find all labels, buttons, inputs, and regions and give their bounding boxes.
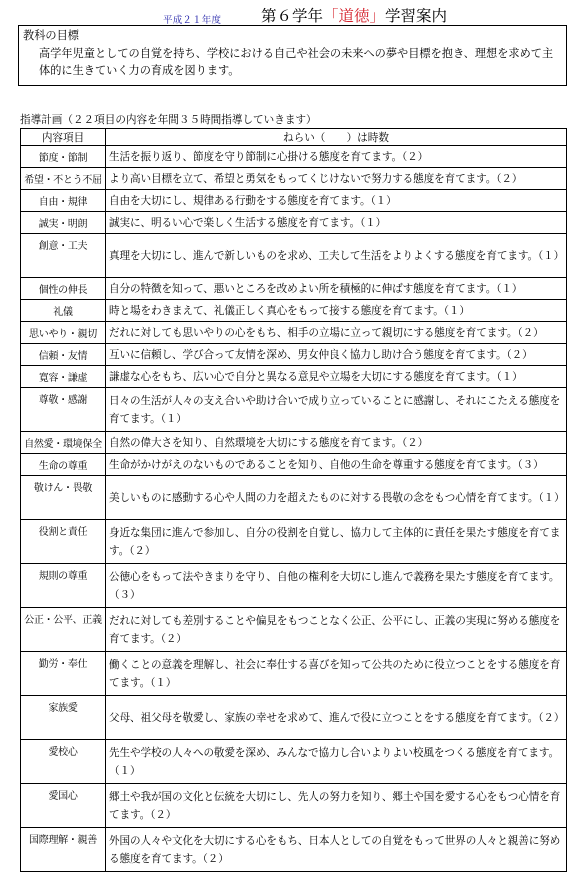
- aim-cell: [106, 784, 567, 828]
- aim-text: 誠実に、明るい心で楽しく生活する態度を育てます。（１）: [109, 216, 387, 229]
- content-item-cell: 礼儀: [21, 300, 106, 322]
- plan-caption: 指導計画（２２項目の内容を年間３５時間指導していきます）: [20, 114, 317, 126]
- column-header-item: 内容項目: [21, 129, 106, 146]
- aim-cell: [106, 322, 567, 344]
- aim-cell: [106, 608, 567, 652]
- content-item-cell: 自由・規律: [21, 190, 106, 212]
- aim-cell: [106, 828, 567, 872]
- table-header-row: [21, 129, 567, 146]
- aim-cell: [106, 696, 567, 740]
- aim-text: 先生や学校の人々への敬愛を深め、みんなで協力し合いよりよい校風をつくる態度を育てます。（１）: [109, 746, 559, 777]
- document-header: [0, 4, 588, 24]
- aim-cell: [106, 520, 567, 564]
- aim-text: 生活を振り返り、節度を守り節制に心掛ける態度を育てます。（２）: [109, 150, 429, 163]
- table-row: [21, 696, 567, 740]
- aim-text: 公徳心をもって法やきまりを守り、自他の権利を大切にし進んで義務を果たす態度を育てます。（３）: [109, 570, 560, 601]
- aim-cell: [106, 454, 567, 476]
- aim-cell: [106, 344, 567, 366]
- content-item-cell: 規則の尊重: [21, 564, 106, 608]
- aim-text: だれに対しても差別することや偏見をもつことなく公正、公平にし、正義の実現に努める態度を育てます。（２）: [109, 614, 561, 645]
- aim-cell: [106, 652, 567, 696]
- aim-text: 互いに信頼し、学び合って友情を深め、男女仲良く協力し助け合う態度を育てます。（２）: [109, 348, 533, 361]
- aim-text: 自然の偉大さを知り、自然環境を大切にする態度を育てます。（２）: [109, 436, 429, 449]
- table-row: [21, 608, 567, 652]
- column-header-aim: ねらい（ ）は時数: [106, 129, 567, 146]
- aim-cell: [106, 388, 567, 432]
- content-item-cell: 誠実・明朗: [21, 212, 106, 234]
- content-item-cell: 個性の伸長: [21, 278, 106, 300]
- page-title: [261, 4, 447, 26]
- content-item-cell: 節度・節制: [21, 146, 106, 168]
- title-grade: 第６学年: [261, 7, 324, 25]
- aim-text: より高い目標を立て、希望と勇気をもってくじけないで努力する態度を育てます。（２）: [109, 172, 523, 185]
- aim-cell: [106, 168, 567, 190]
- table-row: [21, 344, 567, 366]
- aim-text: 郷土や我が国の文化と伝統を大切にし、先人の努力を知り、郷土や国を愛する心をもつ心情を育てます。（２）: [109, 790, 561, 821]
- content-item-cell: 愛国心: [21, 784, 106, 828]
- content-item-cell: 希望・不とう不屈: [21, 168, 106, 190]
- aim-text: 父母、祖父母を敬愛し、家族の幸せを求めて、進んで役に立つことをする態度を育てます。（２）: [109, 711, 565, 724]
- aim-text: 日々の生活が人々の支え合いや助け合いで成り立っていることに感謝し、それにこたえる態度を育てます。（１）: [109, 394, 561, 425]
- aim-cell: [106, 234, 567, 278]
- aim-cell: [106, 278, 567, 300]
- table-row: [21, 278, 567, 300]
- table-row: [21, 740, 567, 784]
- aim-text: 身近な集団に進んで参加し、自分の役割を自覚し、協力して主体的に責任を果たす態度を育てます。（２）: [109, 526, 561, 557]
- table-row: [21, 300, 567, 322]
- aim-cell: [106, 300, 567, 322]
- aim-cell: [106, 366, 567, 388]
- plan-table-body: [21, 146, 567, 872]
- content-item-cell: 信頼・友情: [21, 344, 106, 366]
- table-row: [21, 388, 567, 432]
- aim-text: 時と場をわきまえて、礼儀正しく真心をもって接する態度を育てます。（１）: [109, 304, 470, 317]
- aim-cell: [106, 146, 567, 168]
- table-row: [21, 520, 567, 564]
- aim-text: 外国の人々や文化を大切にする心をもち、日本人としての自覚をもって世界の人々と親善に努める態度を育てます。（２）: [109, 834, 561, 865]
- content-item-cell: 国際理解・親善: [21, 828, 106, 872]
- title-suffix: 学習案内: [385, 7, 448, 25]
- subject-goal-heading: 教科の目標: [23, 29, 79, 42]
- table-row: [21, 476, 567, 520]
- content-item-cell: 愛校心: [21, 740, 106, 784]
- content-item-cell: 勤労・奉仕: [21, 652, 106, 696]
- table-row: [21, 784, 567, 828]
- aim-text: 謙虚な心をもち、広い心で自分と異なる意見や立場を大切にする態度を育てます。（１）: [109, 370, 523, 383]
- table-row: [21, 212, 567, 234]
- table-row: [21, 828, 567, 872]
- table-row: [21, 190, 567, 212]
- aim-text: 働くことの意義を理解し、社会に奉仕する喜びを知って公共のために役立つことをする態度を育てます。（１）: [109, 658, 561, 689]
- table-row: [21, 564, 567, 608]
- table-row: [21, 168, 567, 190]
- aim-text: 美しいものに感動する心や人間の力を超えたものに対する畏敬の念をもつ心情を育てます。（１）: [109, 491, 565, 504]
- content-item-cell: 敬けん・畏敬: [21, 476, 106, 520]
- aim-cell: [106, 432, 567, 454]
- table-row: [21, 432, 567, 454]
- aim-text: 真理を大切にし、進んで新しいものを求め、工夫して生活をよりよくする態度を育てます。（１）: [109, 249, 565, 262]
- content-item-cell: 生命の尊重: [21, 454, 106, 476]
- content-item-cell: 尊敬・感謝: [21, 388, 106, 432]
- subject-goal-body: 高学年児童としての自覚を持ち、学校における自己や社会の未来への夢や目標を抱き、理想を求めて主体的に生きていく力の育成を図ります。: [39, 46, 554, 77]
- content-item-cell: 自然愛・環境保全: [21, 432, 106, 454]
- aim-cell: [106, 212, 567, 234]
- table-row: [21, 234, 567, 278]
- table-row: [21, 146, 567, 168]
- table-row: [21, 454, 567, 476]
- aim-text: 生命がかけがえのないものであることを知り、自他の生命を尊重する態度を育てます。（３）: [109, 458, 544, 471]
- table-row: [21, 652, 567, 696]
- table-row: [21, 366, 567, 388]
- aim-cell: [106, 564, 567, 608]
- content-item-cell: 役割と責任: [21, 520, 106, 564]
- subject-goal-box: [18, 25, 567, 86]
- content-item-cell: 公正・公平、正義: [21, 608, 106, 652]
- content-item-cell: 思いやり・親切: [21, 322, 106, 344]
- content-item-cell: 家族愛: [21, 696, 106, 740]
- content-item-cell: 寛容・謙虚: [21, 366, 106, 388]
- aim-cell: [106, 476, 567, 520]
- content-item-cell: 創意・工夫: [21, 234, 106, 278]
- aim-cell: [106, 740, 567, 784]
- instruction-plan-table: [20, 128, 567, 872]
- aim-cell: [106, 190, 567, 212]
- aim-text: だれに対しても思いやりの心をもち、相手の立場に立って親切にする態度を育てます。（２）: [109, 326, 544, 339]
- title-subject: 「道徳」: [323, 7, 386, 25]
- school-year-label: 平成２１年度: [163, 15, 222, 26]
- table-row: [21, 322, 567, 344]
- aim-text: 自由を大切にし、規律ある行動をする態度を育てます。（１）: [109, 194, 397, 207]
- aim-text: 自分の特徴を知って、悪いところを改めよい所を積極的に伸ばす態度を育てます。（１）: [109, 282, 523, 295]
